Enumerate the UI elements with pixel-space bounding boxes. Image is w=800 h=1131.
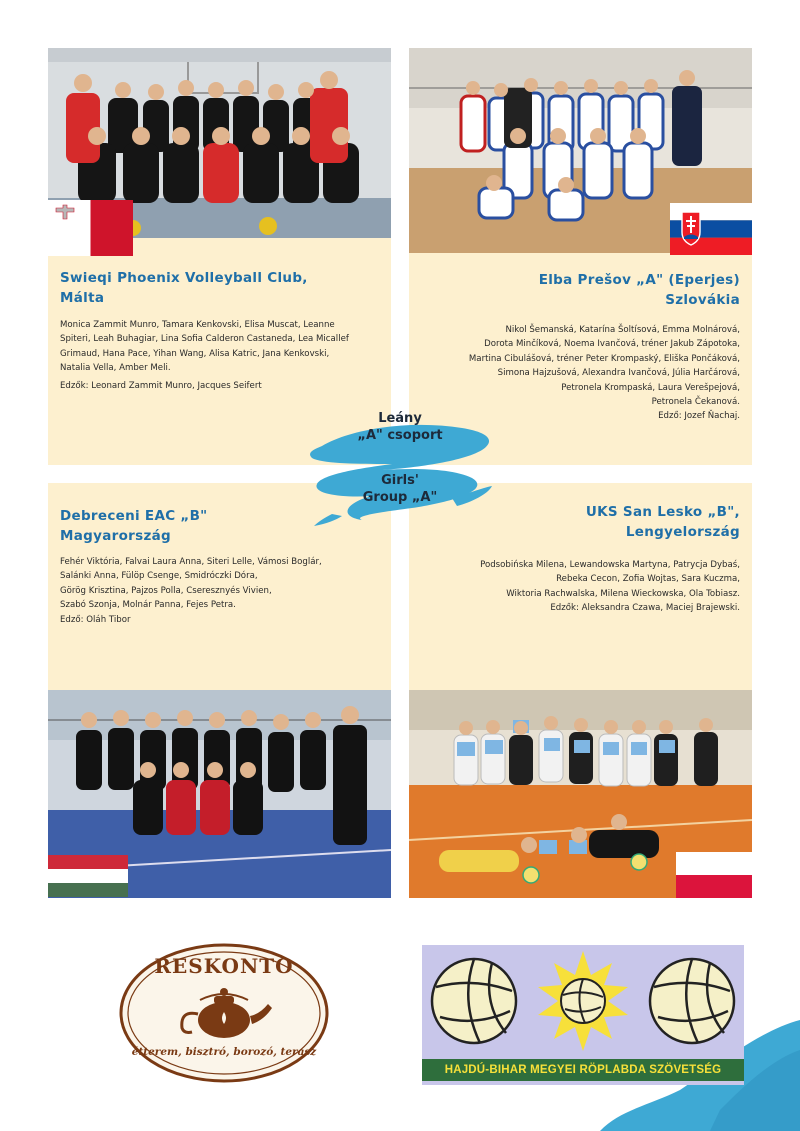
roster-line: Nikol Šemanská, Katarína Šoltísová, Emma Molnárová, [505, 325, 740, 335]
flag-poland-icon [676, 852, 752, 898]
coaches-line: Edzők: Leonard Zammit Munro, Jacques Seifert [60, 380, 262, 391]
roster-line: Spiteri, Leah Buhagiar, Lina Sofia Calderon Castaneda, Lea Micallef [60, 334, 349, 345]
federation-name: HAJDÚ-BIHAR MEGYEI RÖPLABDA SZÖVETSÉG [422, 1059, 744, 1081]
team-roster-hungary [60, 555, 385, 627]
roster-line: Grimaud, Hana Pace, Yihan Wang, Alisa Katric, Jana Kenkovski, [60, 348, 330, 359]
roster-line: Rebeka Cecon, Zofia Wojtas, Sara Kuczma, [556, 574, 740, 585]
team-title-slovakia: Elba Prešov „A" (Eperjes) Szlovákia [538, 272, 740, 308]
roster-line: Podsobińska Milena, Lewandowska Martyna, Patrycja Dybaś, [480, 560, 740, 570]
roster-line: Simona Hajzušová, Alexandra Ivančová, Júlia Harčárová, [497, 368, 740, 379]
reskonto-name: RESKONTO [154, 954, 294, 978]
team-title-hungary: Debreceni EAC „B" Magyarország [60, 508, 208, 544]
roster-line: Petronela Čekanová. [651, 397, 740, 408]
coaches-line: Edző: Jozef Ňachaj. [658, 411, 740, 422]
roster-line: Natalia Vella, Amber Meli. [60, 363, 171, 374]
reskonto-logo [118, 942, 330, 1084]
team-title-poland: UKS San Lesko „B", Lengyelország [585, 504, 740, 540]
group-label-hu: Leány „A" csoport [357, 411, 443, 443]
team-roster-poland [415, 558, 740, 616]
flag-malta-icon [48, 200, 133, 256]
federation-logo [422, 945, 744, 1085]
coaches-line: Edzők: Aleksandra Czawa, Maciej Brajewski. [550, 603, 740, 614]
roster-line: Monica Zammit Munro, Tamara Kenkovski, Elisa Muscat, Leanne [60, 320, 335, 330]
roster-line: Fehér Viktória, Falvai Laura Anna, Siteri Lelle, Vámosi Boglár, [60, 557, 322, 567]
roster-line: Martina Cibulášová, tréner Peter Krompaský, Eliška Pončáková, [468, 353, 740, 364]
flag-slovakia-icon [670, 203, 752, 255]
roster-line: Salánki Anna, Fülöp Csenge, Smidróczki Dóra, [60, 571, 258, 582]
flag-hungary-icon [48, 855, 128, 897]
roster-line: Wiktoria Rachwalska, Milena Wieckowska, Ola Tobiasz. [506, 588, 740, 599]
roster-line: Szabó Szonja, Molnár Panna, Fejes Petra. [60, 600, 236, 611]
team-roster-malta [60, 318, 385, 393]
group-label-en: Girls' Group „A" [362, 473, 438, 505]
roster-line: Petronela Krompaská, Laura Verešpejová, [561, 382, 740, 393]
roster-line: Görög Krisztina, Pajzos Polla, Cseresznyés Vivien, [60, 585, 272, 596]
team-title-malta: Swieqi Phoenix Volleyball Club, Málta [60, 270, 308, 306]
roster-line: Dorota Minčíková, Noema Ivančová, tréner Jakub Zápotoka, [484, 339, 740, 350]
coaches-line: Edző: Oláh Tibor [60, 614, 131, 625]
reskonto-tagline: étterem, bisztró, borozó, terasz [131, 1046, 317, 1058]
